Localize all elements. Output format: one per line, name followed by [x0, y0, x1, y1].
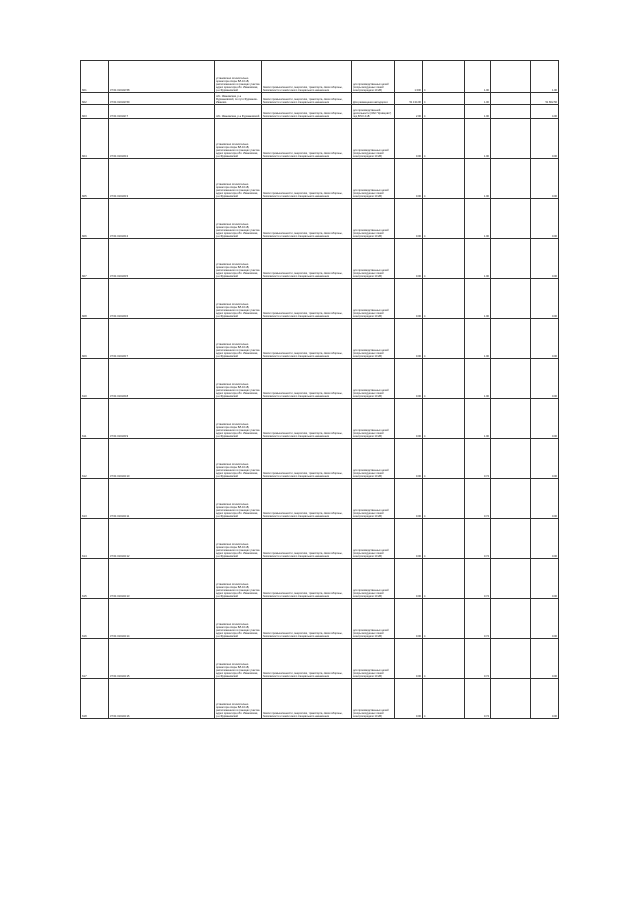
- cell-location: установлено относительно ориентира опоры ВЛ-10 кВ, расположенного в границах участка адрес ориентира обл. Ивановская, р-н Фурмановский: [215, 519, 262, 559]
- cell-value-2: 0.00: [531, 359, 559, 399]
- cell-number: 614: [81, 519, 109, 559]
- table-row: [81, 159, 559, 199]
- cell-land-category: Земли промышленности, энергетики, транспорта, связи обороны, безопасности и земли иного специального назначения: [262, 479, 352, 519]
- cell-empty: [491, 61, 531, 93]
- cell-cadastral-number: 37:01:010103:2: [109, 119, 215, 159]
- cell-number: 616: [81, 599, 109, 639]
- cell-value-2: 0.00: [531, 399, 559, 439]
- cell-land-category: Земли промышленности, энергетики, транспорта, связи обороны, безопасности и земли иного специального назначения: [262, 119, 352, 159]
- cell-empty: [491, 639, 531, 679]
- cell-p: 4: [423, 239, 465, 279]
- cell-empty: [491, 239, 531, 279]
- cell-cadastral-number: 37:01:010104:10: [109, 439, 215, 479]
- cell-number: 615: [81, 559, 109, 599]
- table-row: [81, 519, 559, 559]
- cell-empty: [491, 279, 531, 319]
- cell-land-category: Земли промышленности, энергетики, транспорта, связи обороны, безопасности и земли иного специального назначения: [262, 359, 352, 399]
- cell-value-1: 0.74: [465, 599, 491, 639]
- cell-cadastral-number: 37:01:010103:3: [109, 159, 215, 199]
- cell-land-category: Земли промышленности, энергетики, транспорта, связи обороны, безопасности и земли иного специального назначения: [262, 279, 352, 319]
- cell-value-2: 0.00: [531, 679, 559, 719]
- cell-value-2: 0.00: [531, 199, 559, 239]
- table-row: [81, 61, 559, 93]
- cell-empty: [491, 599, 531, 639]
- cell-cadastral-number: 37:01:010102:59: [109, 93, 215, 105]
- cell-land-category: Земли промышленности, энергетики, транспорта, связи обороны, безопасности и земли иного специального назначения: [262, 319, 352, 359]
- cell-location: обл. Ивановская, р-н Фурмановский, по пути Фурманов-Иваново: [215, 93, 262, 105]
- cell-permitted-use: для производственных целей (опоры воздушных линий электропередачи 10 кВ): [352, 61, 395, 93]
- cell-cadastral-number: 37:01:010103:5: [109, 239, 215, 279]
- cell-number: 604: [81, 119, 109, 159]
- cell-land-category: Земли промышленности, энергетики, транспорта, связи обороны, безопасности и земли иного специального назначения: [262, 199, 352, 239]
- cell-permitted-use: Для размещения автодороги: [352, 93, 395, 105]
- cell-p: 4: [423, 61, 465, 93]
- cell-area: 0.00: [395, 359, 423, 399]
- cell-number: 612: [81, 439, 109, 479]
- cell-empty: [491, 479, 531, 519]
- cell-cadastral-number: 37:01:010104:14: [109, 599, 215, 639]
- cell-value-2: 0.00: [531, 319, 559, 359]
- cell-area: 0.00: [395, 159, 423, 199]
- cell-permitted-use: для производственных целей (опоры воздушных линий электропередачи 10 кВ): [352, 239, 395, 279]
- cell-location: установлено относительно ориентира опоры ВЛ-10 кВ, расположенного в границах участка адрес ориентира обл. Ивановская, р-н Фурмановский: [215, 239, 262, 279]
- cell-permitted-use: для производственных целей (опоры воздушных линий электропередачи 10 кВ): [352, 559, 395, 599]
- cell-permitted-use: для производственных целей (опоры воздушных линий электропередачи 10 кВ): [352, 399, 395, 439]
- cell-location: установлено относительно ориентира опоры ВЛ-10 кВ, расположенного в границах участка адрес ориентира обл. Ивановская, р-н Фурмановский: [215, 599, 262, 639]
- cell-value-2: 0.00: [531, 439, 559, 479]
- cell-p: 4: [423, 479, 465, 519]
- cell-value-2: 51 802.56: [531, 93, 559, 105]
- cell-permitted-use: для производственных целей (опоры воздушных линий электропередачи 10 кВ): [352, 679, 395, 719]
- cell-area: 0.00: [395, 319, 423, 359]
- cell-location: установлено относительно ориентира опоры ВЛ-10 кВ, расположенного в границах участка адрес ориентира обл. Ивановская, р-н Фурмановский: [215, 679, 262, 719]
- cell-area: 0.00: [395, 639, 423, 679]
- cell-p: 4: [423, 159, 465, 199]
- cell-permitted-use: для производственных целей (опоры воздушных линий электропередачи 10 кВ): [352, 479, 395, 519]
- cell-empty: [491, 199, 531, 239]
- table-row: [81, 599, 559, 639]
- cell-cadastral-number: 37:01:010102:7: [109, 105, 215, 119]
- cell-p: 4: [423, 119, 465, 159]
- cell-land-category: Земли промышленности, энергетики, транспорта, связи обороны, безопасности и земли иного специального назначения: [262, 519, 352, 559]
- cell-value-1: 1.00: [465, 359, 491, 399]
- table-row: [81, 479, 559, 519]
- cell-value-1: 0.74: [465, 519, 491, 559]
- cell-cadastral-number: 37:01:010103:6: [109, 279, 215, 319]
- cell-permitted-use: для производственных целей (опоры воздушных линий электропередачи 10 кВ): [352, 519, 395, 559]
- cell-value-1: 1.00: [465, 159, 491, 199]
- cell-value-1: 1.00: [465, 93, 491, 105]
- cell-location: установлено относительно ориентира опоры ВЛ-10 кВ, расположенного в границах участка адрес ориентира обл. Ивановская, р-н Фурмановский: [215, 119, 262, 159]
- table-row: [81, 279, 559, 319]
- cell-permitted-use: для производственных целей (опоры воздушных линий электропередачи 10 кВ): [352, 119, 395, 159]
- cell-permitted-use: для производственных целей (опоры воздушных линий электропередачи 10 кВ): [352, 199, 395, 239]
- cell-cadastral-number: 37:01:010104:15: [109, 639, 215, 679]
- cell-area: 0.00: [395, 119, 423, 159]
- cell-p: 4: [423, 199, 465, 239]
- cell-area: 1 000: [395, 61, 423, 93]
- cell-permitted-use: для производственной деятельности (ЗАО "Кривцово") под ВЛ-0.4 кВ: [352, 105, 395, 119]
- cell-area: 0.00: [395, 519, 423, 559]
- cell-empty: [491, 439, 531, 479]
- table-row: [81, 679, 559, 719]
- cell-number: 611: [81, 399, 109, 439]
- cell-value-2: 4.00: [531, 105, 559, 119]
- cell-value-1: 1.00: [465, 199, 491, 239]
- cell-location: установлено относительно ориентира опоры ВЛ-10 кВ, расположенного в границах участка адрес ориентира обл. Ивановская, р-н Фурмановский: [215, 319, 262, 359]
- cell-number: 607: [81, 239, 109, 279]
- cell-value-2: 0.00: [531, 639, 559, 679]
- cell-number: 618: [81, 679, 109, 719]
- cell-cadastral-number: 37:01:010103:7: [109, 319, 215, 359]
- cell-land-category: Земли промышленности, энергетики, транспорта, связи обороны, безопасности и земли иного специального назначения: [262, 559, 352, 599]
- cell-empty: [491, 119, 531, 159]
- cell-number: 603: [81, 105, 109, 119]
- cell-location: установлено относительно ориентира опоры ВЛ-10 кВ, расположенного в границах участка адрес ориентира обл. Ивановская, р-н Фурмановский: [215, 439, 262, 479]
- cell-value-2: 0.00: [531, 479, 559, 519]
- spreadsheet-page: [80, 60, 558, 719]
- cell-p: 4: [423, 599, 465, 639]
- cell-p: 4: [423, 105, 465, 119]
- cell-value-2: 1.00: [531, 61, 559, 93]
- cell-value-2: 0.00: [531, 159, 559, 199]
- table-row: [81, 399, 559, 439]
- table-row: [81, 239, 559, 279]
- cell-empty: [491, 519, 531, 559]
- cell-number: 605: [81, 159, 109, 199]
- cell-value-1: 1.00: [465, 61, 491, 93]
- cell-permitted-use: для производственных целей (опоры воздушных линий электропередачи 10 кВ): [352, 599, 395, 639]
- cell-value-2: 0.00: [531, 559, 559, 599]
- cell-permitted-use: для производственных целей (опоры воздушных линий электропередачи 10 кВ): [352, 319, 395, 359]
- cell-p: 4: [423, 319, 465, 359]
- cell-land-category: Земли промышленности, энергетики, транспорта, связи обороны, безопасности и земли иного специального назначения: [262, 105, 352, 119]
- cell-land-category: Земли промышленности, энергетики, транспорта, связи обороны, безопасности и земли иного специального назначения: [262, 679, 352, 719]
- cell-value-1: 1.00: [465, 279, 491, 319]
- cell-p: 4: [423, 519, 465, 559]
- cell-value-1: 0.74: [465, 439, 491, 479]
- cell-location: установлено относительно ориентира опоры ВЛ-10 кВ, расположенного в границах участка адрес ориентира обл. Ивановская, р-н Фурмановский: [215, 559, 262, 599]
- cell-cadastral-number: 37:01:010104:13: [109, 559, 215, 599]
- table-row: [81, 319, 559, 359]
- cell-p: 4: [423, 359, 465, 399]
- cell-area: 0.00: [395, 439, 423, 479]
- cell-permitted-use: для производственных целей (опоры воздушных линий электропередачи 10 кВ): [352, 359, 395, 399]
- cell-permitted-use: для производственных целей (опоры воздушных линий электропередачи 10 кВ): [352, 159, 395, 199]
- table-row: [81, 93, 559, 105]
- cell-p: 4: [423, 279, 465, 319]
- cell-cadastral-number: 37:01:010103:4: [109, 199, 215, 239]
- cell-number: 601: [81, 61, 109, 93]
- cell-empty: [491, 93, 531, 105]
- cell-area: 0.00: [395, 239, 423, 279]
- cell-area: 0.00: [395, 199, 423, 239]
- cell-number: 606: [81, 199, 109, 239]
- cell-p: 4: [423, 439, 465, 479]
- cell-value-1: 1.00: [465, 319, 491, 359]
- cell-value-2: 0.00: [531, 239, 559, 279]
- cell-empty: [491, 105, 531, 119]
- cell-land-category: Земли промышленности, энергетики, транспорта, связи обороны, безопасности и земли иного специального назначения: [262, 61, 352, 93]
- cell-location: установлено относительно ориентира опоры ВЛ-10 кВ, расположенного в границах участка адрес ориентира обл. Ивановская, р-н Фурмановский: [215, 159, 262, 199]
- cell-number: 617: [81, 639, 109, 679]
- cell-area: 2.00: [395, 105, 423, 119]
- cell-land-category: Земли промышленности, энергетики, транспорта, связи обороны, безопасности и земли иного специального назначения: [262, 599, 352, 639]
- cell-value-1: 1.00: [465, 119, 491, 159]
- cell-p: 4: [423, 399, 465, 439]
- cell-area: 0.00: [395, 399, 423, 439]
- cell-number: 602: [81, 93, 109, 105]
- cell-number: 610: [81, 359, 109, 399]
- cell-area: 0.00: [395, 479, 423, 519]
- cell-number: 613: [81, 479, 109, 519]
- cell-land-category: Земли промышленности, энергетики, транспорта, связи обороны, безопасности и земли иного специального назначения: [262, 159, 352, 199]
- cell-empty: [491, 679, 531, 719]
- cell-empty: [491, 319, 531, 359]
- cell-cadastral-number: 37:01:010103:8: [109, 359, 215, 399]
- cell-empty: [491, 159, 531, 199]
- cell-number: 609: [81, 319, 109, 359]
- cell-value-1: 1.00: [465, 399, 491, 439]
- cell-location: обл. Ивановская, р-н Фурмановский: [215, 105, 262, 119]
- cell-cadastral-number: 37:01:010103:9: [109, 399, 215, 439]
- cell-cadastral-number: 37:01:010104:16: [109, 679, 215, 719]
- cell-area: 0.00: [395, 559, 423, 599]
- cell-value-1: 1.00: [465, 105, 491, 119]
- cell-location: установлено относительно ориентира опоры ВЛ-10 кВ, расположенного в границах участка адрес ориентира обл. Ивановская, р-н Фурмановский: [215, 199, 262, 239]
- table-row: [81, 359, 559, 399]
- cell-cadastral-number: 37:01:010104:12: [109, 519, 215, 559]
- cell-p: 4: [423, 639, 465, 679]
- cell-cadastral-number: 37:01:010104:11: [109, 479, 215, 519]
- cell-value-1: 0.74: [465, 559, 491, 599]
- cell-land-category: Земли промышленности, энергетики, транспорта, связи обороны, безопасности и земли иного специального назначения: [262, 639, 352, 679]
- cell-area: 51 134.00: [395, 93, 423, 105]
- table-row: [81, 199, 559, 239]
- cell-area: 0.00: [395, 599, 423, 639]
- table-row: [81, 559, 559, 599]
- cell-location: установлено относительно ориентира опоры ВЛ-10 кВ, расположенного в границах участка адрес ориентира обл. Ивановская, р-н Фурмановский: [215, 279, 262, 319]
- cell-location: установлено относительно ориентира опоры ВЛ-10 кВ, расположенного в границах участка адрес ориентира обл. Ивановская, р-н Фурмановский: [215, 479, 262, 519]
- cell-empty: [491, 359, 531, 399]
- land-plots-table: [80, 60, 559, 719]
- cell-location: установлено относительно ориентира опоры ВЛ-10 кВ, расположенного в границах участка адрес ориентира обл. Ивановская, р-н Фурмановский: [215, 399, 262, 439]
- cell-area: 0.00: [395, 279, 423, 319]
- table-row: [81, 439, 559, 479]
- table-body: [81, 61, 559, 719]
- cell-permitted-use: для производственных целей (опоры воздушных линий электропередачи 10 кВ): [352, 639, 395, 679]
- table-row: [81, 639, 559, 679]
- cell-permitted-use: для производственных целей (опоры воздушных линий электропередачи 10 кВ): [352, 279, 395, 319]
- cell-p: 4: [423, 679, 465, 719]
- cell-number: 608: [81, 279, 109, 319]
- cell-empty: [491, 399, 531, 439]
- cell-area: 0.00: [395, 679, 423, 719]
- cell-value-1: 0.74: [465, 679, 491, 719]
- cell-permitted-use: для производственных целей (опоры воздушных линий электропередачи 10 кВ): [352, 439, 395, 479]
- cell-value-2: 0.00: [531, 279, 559, 319]
- cell-location: установлено относительно ориентира опоры ВЛ-10 кВ, расположенного в границах участка адрес ориентира обл. Ивановская, р-н Фурмановский: [215, 61, 262, 93]
- cell-location: установлено относительно ориентира опоры ВЛ-10 кВ, расположенного в границах участка адрес ориентира обл. Ивановская, р-н Фурмановский: [215, 359, 262, 399]
- cell-value-2: 0.00: [531, 119, 559, 159]
- cell-value-1: 1.00: [465, 239, 491, 279]
- cell-value-2: 0.00: [531, 519, 559, 559]
- cell-location: установлено относительно ориентира опоры ВЛ-10 кВ, расположенного в границах участка адрес ориентира обл. Ивановская, р-н Фурмановский: [215, 639, 262, 679]
- table-row: [81, 119, 559, 159]
- cell-p: 4: [423, 559, 465, 599]
- cell-land-category: Земли промышленности, энергетики, транспорта, связи обороны, безопасности и земли иного специального назначения: [262, 239, 352, 279]
- cell-value-1: 0.74: [465, 639, 491, 679]
- table-row: [81, 105, 559, 119]
- cell-p: 4: [423, 93, 465, 105]
- cell-land-category: Земли промышленности, энергетики, транспорта, связи обороны, безопасности и земли иного специального назначения: [262, 93, 352, 105]
- cell-land-category: Земли промышленности, энергетики, транспорта, связи обороны, безопасности и земли иного специального назначения: [262, 439, 352, 479]
- cell-value-2: 0.00: [531, 599, 559, 639]
- cell-empty: [491, 559, 531, 599]
- cell-cadastral-number: 37:01:010102:58: [109, 61, 215, 93]
- cell-value-1: 0.74: [465, 479, 491, 519]
- cell-land-category: Земли промышленности, энергетики, транспорта, связи обороны, безопасности и земли иного специального назначения: [262, 399, 352, 439]
